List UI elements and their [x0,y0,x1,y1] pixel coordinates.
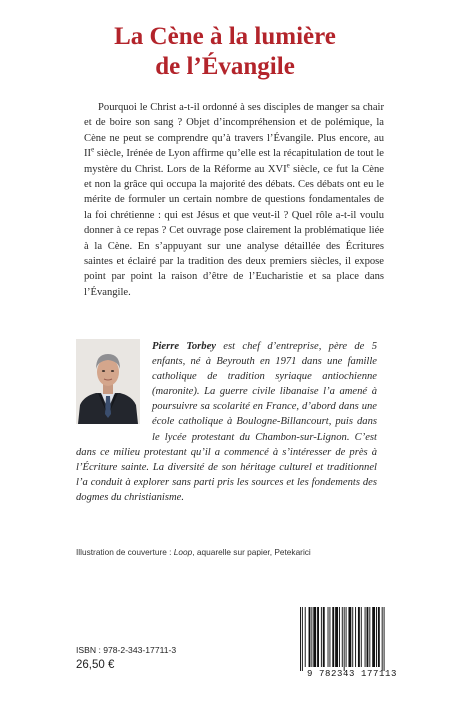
author-name: Pierre Torbey [152,341,216,352]
barcode-bar [305,607,306,667]
barcode-digits: 9 782343 177113 [306,669,397,679]
barcode-bar [329,607,330,667]
barcode-bar [321,607,322,667]
barcode-bar [342,607,343,667]
barcode-bar [332,607,334,667]
credit-suffix: , aquarelle sur papier, Petekarici [192,547,311,557]
isbn: ISBN : 978-2-343-17711-3 [76,645,177,655]
barcode-bar [313,607,316,667]
barcode-bar [309,607,311,667]
barcode-bar [335,607,338,667]
barcode-bar [361,607,362,667]
barcode-bar [358,607,360,667]
blurb-text-3: siècle, ce fut la Cène et non la grâce qui occupa la majorité des débats. Ces débats ont eu le mérite de formuler un certain nombre de questions fondamentales de la foi chrétienne : qui est Jésus et que veut-il ? Quel rôle a-t-il voulu donner à ce repas ? Cet ouvrage pose clairement la problématique liée à la Cène. En s’appuyant sur une analyse détaillée des Écritures saintes et éclairé par la tradition des deux premiers siècles, il expose point par point la raison d’être de l’Eucharistie et sa place dans l’Évangile. [84,163,384,298]
barcode-bar [365,607,366,667]
barcode-bars [296,605,408,671]
barcode-bar [352,607,353,667]
price: 26,50 € [76,659,115,671]
credit-prefix: Illustration de couverture : [76,547,174,557]
blurb-text-2: siècle, Irénée de Lyon affirme qu’elle est la récapitulation de tout le mystère du Christ. Lors de la Réforme au XVI [84,148,384,175]
barcode-bar [339,607,340,667]
barcode-bar [382,607,383,671]
barcode-bar [323,607,325,667]
barcode-bar [367,607,369,667]
barcode [296,605,408,681]
barcode-bar [328,607,329,667]
barcode-bar [378,607,380,667]
blurb-superscript-1: e [91,145,95,154]
barcode-bar [346,607,347,667]
book-title-line-1: La Cène à la lumière [114,23,336,50]
cover-illustration-credit [76,547,396,557]
barcode-bar [376,607,377,667]
book-title [0,22,450,82]
author-bio-text: est chef d’entreprise, père de 5 enfants, né à Beyrouth en 1971 dans une famille catholique de tradition syriaque antiochienne (maronite). La guerre civile libanaise l’a amené à poursuivre sa scolarité en France, d’abord dans une école catholique à Boulogne-Billancourt, puis dans le lycée protestant du Chambon-sur-Lignon. C’est dans ce milieu protestant qu’il a commencé à s’intéresser de près à l’Écriture sainte. La diversité de son héritage culturel et traditionnel l’a conduit à explorer sans parti pris les sources et les fondements des dogmes du christianisme. [76,341,377,503]
barcode-bar [302,607,303,671]
barcode-bar [300,607,301,671]
back-cover-blurb [84,100,384,300]
credit-work-title: Loop [173,547,193,557]
barcode-bar [372,607,375,667]
barcode-bar [355,607,356,667]
author-bio [76,339,377,505]
barcode-bar [311,607,312,667]
barcode-bar [369,607,370,667]
barcode-bar [317,607,319,667]
blurb-superscript-2: e [286,161,290,170]
barcode-bar [384,607,385,671]
blurb-text-1: Pourquoi le Christ a-t-il ordonné à ses disciples de manger sa chair et de boire son sang ? Objet d’incompréhension et de polémique, la Cène ne peut se comprendre qu’à travers l’Évangile. Plus encore, au II [84,102,384,160]
barcode-bar [348,607,351,667]
barcode-bar [344,607,345,671]
book-title-line-2: de l’Évangile [155,53,295,80]
